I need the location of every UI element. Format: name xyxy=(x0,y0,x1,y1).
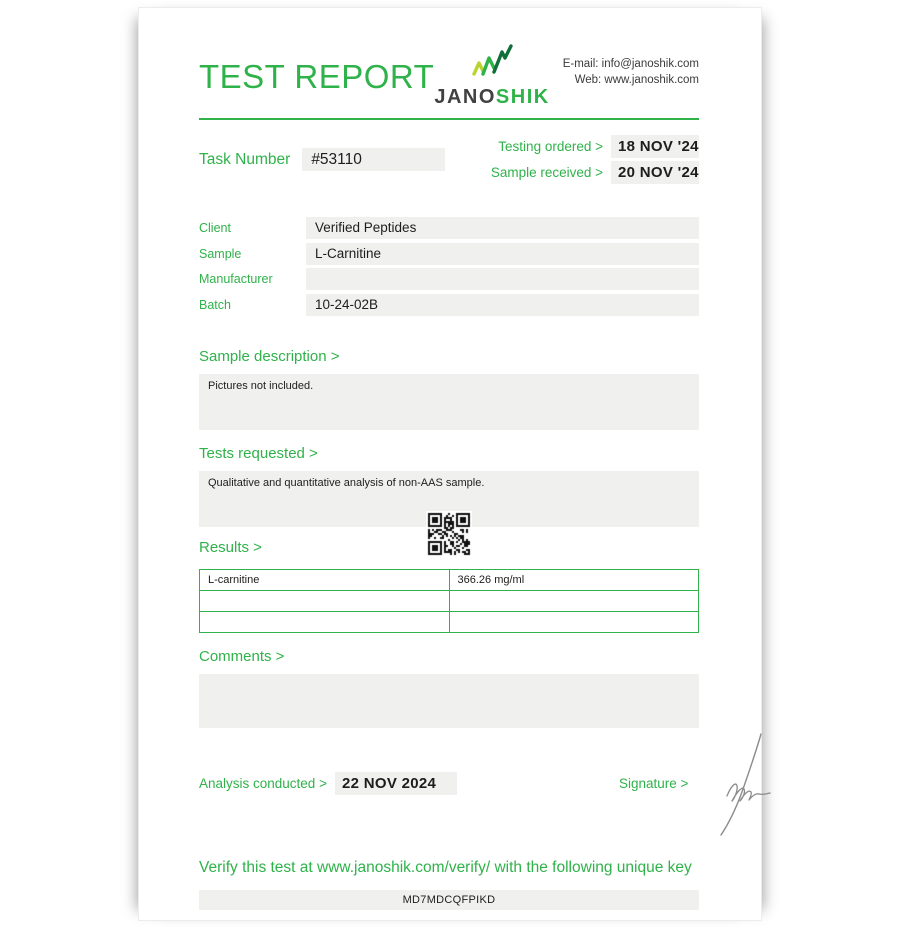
sample-description-box: Pictures not included. xyxy=(199,374,699,430)
client-value: Verified Peptides xyxy=(306,217,699,239)
task-number-value: #53110 xyxy=(302,148,445,171)
tests-requested-heading: Tests requested > xyxy=(199,444,318,462)
sample-info-section xyxy=(199,217,699,316)
task-number-label: Task Number xyxy=(199,150,291,168)
signature-scribble xyxy=(705,730,777,843)
batch-value: 10-24-02B xyxy=(306,294,699,316)
table-row xyxy=(200,590,699,611)
page-title: TEST REPORT xyxy=(199,58,435,95)
table-row xyxy=(200,569,699,590)
contact-web: Web: www.janoshik.com xyxy=(574,74,699,87)
signature-label: Signature > xyxy=(618,775,689,791)
testing-ordered-row xyxy=(491,135,699,158)
result-value xyxy=(449,590,699,611)
manufacturer-row xyxy=(199,268,699,290)
logo-wordmark-green: SHIK xyxy=(495,86,550,108)
client-label: Client xyxy=(199,221,231,235)
analysis-signature-row xyxy=(199,772,699,795)
result-name xyxy=(200,611,450,632)
comments-heading: Comments > xyxy=(199,647,285,665)
sample-value: L-Carnitine xyxy=(306,243,699,265)
result-name xyxy=(200,590,450,611)
analysis-conducted-label: Analysis conducted > xyxy=(199,775,327,791)
logo-wordmark-dark: JANO xyxy=(434,86,496,108)
sample-label: Sample xyxy=(199,246,242,261)
sample-row xyxy=(199,243,699,265)
report-header xyxy=(199,8,699,109)
result-value: 366.26 mg/ml xyxy=(449,569,699,590)
batch-row xyxy=(199,294,699,316)
unique-key: MD7MDCQFPIKD xyxy=(199,890,699,910)
signature-area xyxy=(619,776,688,791)
client-row xyxy=(199,217,699,239)
contact-email: E-mail: info@janoshik.com xyxy=(562,58,699,70)
contact-info xyxy=(550,56,699,88)
table-row xyxy=(200,611,699,632)
result-name: L-carnitine xyxy=(200,569,450,590)
qr-code xyxy=(426,511,472,557)
analysis-conducted-value: 22 NOV 2024 xyxy=(335,772,457,795)
manufacturer-label: Manufacturer xyxy=(199,272,273,286)
janoshik-logo xyxy=(434,44,549,109)
tests-requested-box: Qualitative and quantitative analysis of non-AAS sample. xyxy=(199,471,699,527)
verify-text: Verify this test at www.janoshik.com/verify/ with the following unique key xyxy=(199,858,692,876)
testing-ordered-label: Testing ordered > xyxy=(498,139,603,154)
header-divider xyxy=(199,118,699,120)
sample-received-label: Sample received > xyxy=(490,165,603,180)
manufacturer-value xyxy=(306,268,699,290)
logo-chart-icon xyxy=(468,44,516,85)
result-value xyxy=(449,611,699,632)
logo-wordmark xyxy=(434,86,549,109)
task-section xyxy=(199,135,699,184)
sample-description-heading: Sample description > xyxy=(199,347,340,365)
results-section xyxy=(199,539,699,633)
results-table xyxy=(199,569,699,633)
results-heading: Results > xyxy=(199,538,262,556)
sample-received-value: 20 NOV '24 xyxy=(611,161,699,184)
report-page xyxy=(139,8,761,920)
testing-ordered-value: 18 NOV '24 xyxy=(611,135,699,158)
batch-label: Batch xyxy=(199,297,231,312)
sample-received-row xyxy=(491,161,699,184)
comments-box xyxy=(199,674,699,728)
